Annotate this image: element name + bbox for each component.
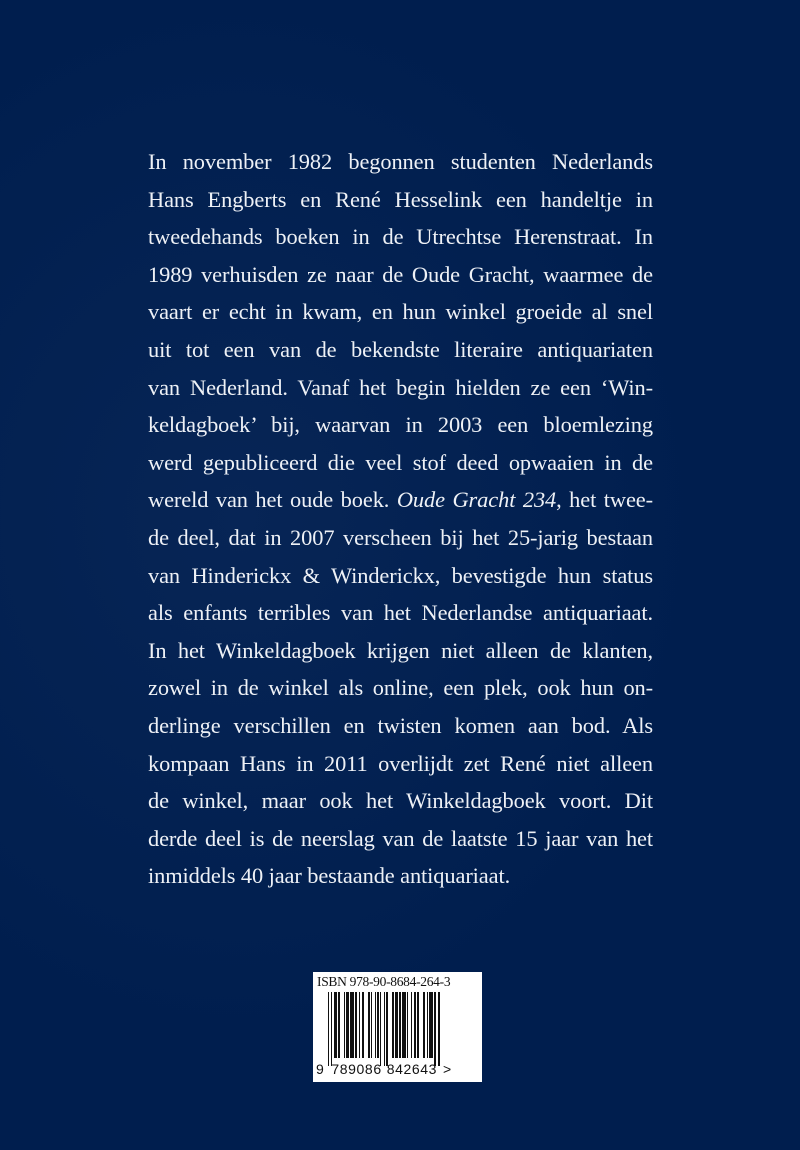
barcode-bar [434,992,435,1066]
blurb-line [148,669,653,707]
blurb-line [148,331,653,369]
blurb-text: tweedehands boeken in de Utrechtse Herenstraat. In [148,224,653,250]
blurb-text: van Nederland. Vanaf het begin hielden ze een ‘Win- [148,374,653,400]
barcode-digits [316,1061,452,1077]
blurb-text: In november 1982 begonnen studenten Nederlands [148,149,653,174]
blurb-text: zowel in de winkel als online, een plek, ook hun on- [148,675,653,701]
barcode-bar [371,992,372,1058]
blurb-line [148,369,653,407]
blurb-text: werd gepubliceerd die veel stof deed opwaaien in de [148,449,653,475]
blurb-text: vaart er echt in kwam, en hun winkel groeide al snel [148,299,653,325]
barcode-bar [402,992,406,1058]
blurb-line [148,557,653,595]
barcode-bar [423,992,426,1058]
blurb-line [148,143,653,181]
blurb-line [148,820,653,858]
barcode-bar [338,992,339,1058]
barcode-bar [355,992,356,1058]
blurb-text: Hans Engberts en René Hesselink een handeltje in [148,186,653,212]
barcode-bar [411,992,412,1058]
barcode-bar [328,992,329,1066]
blurb-text: 1989 verhuisden ze naar de Oude Gracht, waarmee de [148,261,653,287]
barcode-bar [380,992,381,1066]
blurb-line [148,594,653,632]
blurb-text: derlinge verschillen en twisten komen aan bod. Als [148,712,653,738]
barcode-bar [384,992,385,1066]
blurb-text: wereld van het oude boek. [148,487,397,513]
barcode-bars [328,992,473,1062]
blurb-line [148,632,653,670]
barcode-bar [331,992,332,1066]
barcode-digits-left: 789086 [331,1061,382,1077]
blurb-text: inmiddels 40 jaar bestaande antiquariaat. [148,863,511,889]
barcode-bar [395,992,398,1058]
barcode-bar [392,992,395,1058]
barcode-bar [344,992,345,1058]
blurb-line [148,481,653,519]
blurb-line [148,782,653,820]
blurb-line [148,181,653,219]
barcode-bar [377,992,378,1058]
blurb-line [148,707,653,745]
blurb-text: uit tot een van de bekendste literaire antiquariaten [148,336,653,362]
isbn-barcode [313,972,482,1082]
blurb-line [148,745,653,783]
blurb-line [148,406,653,444]
blurb-text: als enfants terribles van het Nederlandse antiquariaat. [148,600,653,626]
barcode-digits-right: 842643 [386,1061,438,1077]
blurb-text: van Hinderickx & Winderickx, bevestigde hun status [148,562,653,588]
blurb-line [148,218,653,256]
barcode-bar [414,992,417,1058]
barcode-bar [399,992,400,1058]
quiet-zone-marker: > [443,1061,452,1077]
barcode-bar [417,992,418,1058]
blurb-text: , het twee- [556,487,653,513]
barcode-bar [386,992,387,1066]
book-title-italic: Oude Gracht 234 [396,487,557,513]
barcode-bar [362,992,365,1058]
barcode-bar [375,992,376,1058]
barcode-bar [334,992,337,1058]
blurb-line [148,256,653,294]
barcode-bar [427,992,428,1058]
barcode-bar [346,992,349,1058]
barcode-bar [438,992,439,1066]
barcode-digit-lead: 9 [316,1061,325,1077]
blurb-line [148,444,653,482]
blurb-text: keldagboek’ bij, waarvan in 2003 een bloemlezing [148,412,653,438]
blurb-line [148,519,653,557]
barcode-bar [350,992,354,1058]
blurb-text: derde deel is de neerslag van de laatste 15 jaar van het [148,825,653,851]
back-cover-blurb [148,143,653,895]
blurb-line [148,293,653,331]
barcode-bar [407,992,408,1058]
barcode-bar [429,992,433,1058]
barcode-bar [368,992,369,1058]
blurb-text: de deel, dat in 2007 verscheen bij het 25-jarig bestaan [148,524,653,550]
blurb-text: de winkel, maar ook het Winkeldagboek voort. Dit [148,788,653,814]
blurb-text: kompaan Hans in 2011 overlijdt zet René niet alleen [148,750,653,776]
isbn-label: ISBN 978-90-8684-264-3 [317,974,451,989]
blurb-line [148,857,653,895]
blurb-text: In het Winkeldagboek krijgen niet alleen de klanten, [148,637,653,663]
barcode-bar [359,992,360,1058]
